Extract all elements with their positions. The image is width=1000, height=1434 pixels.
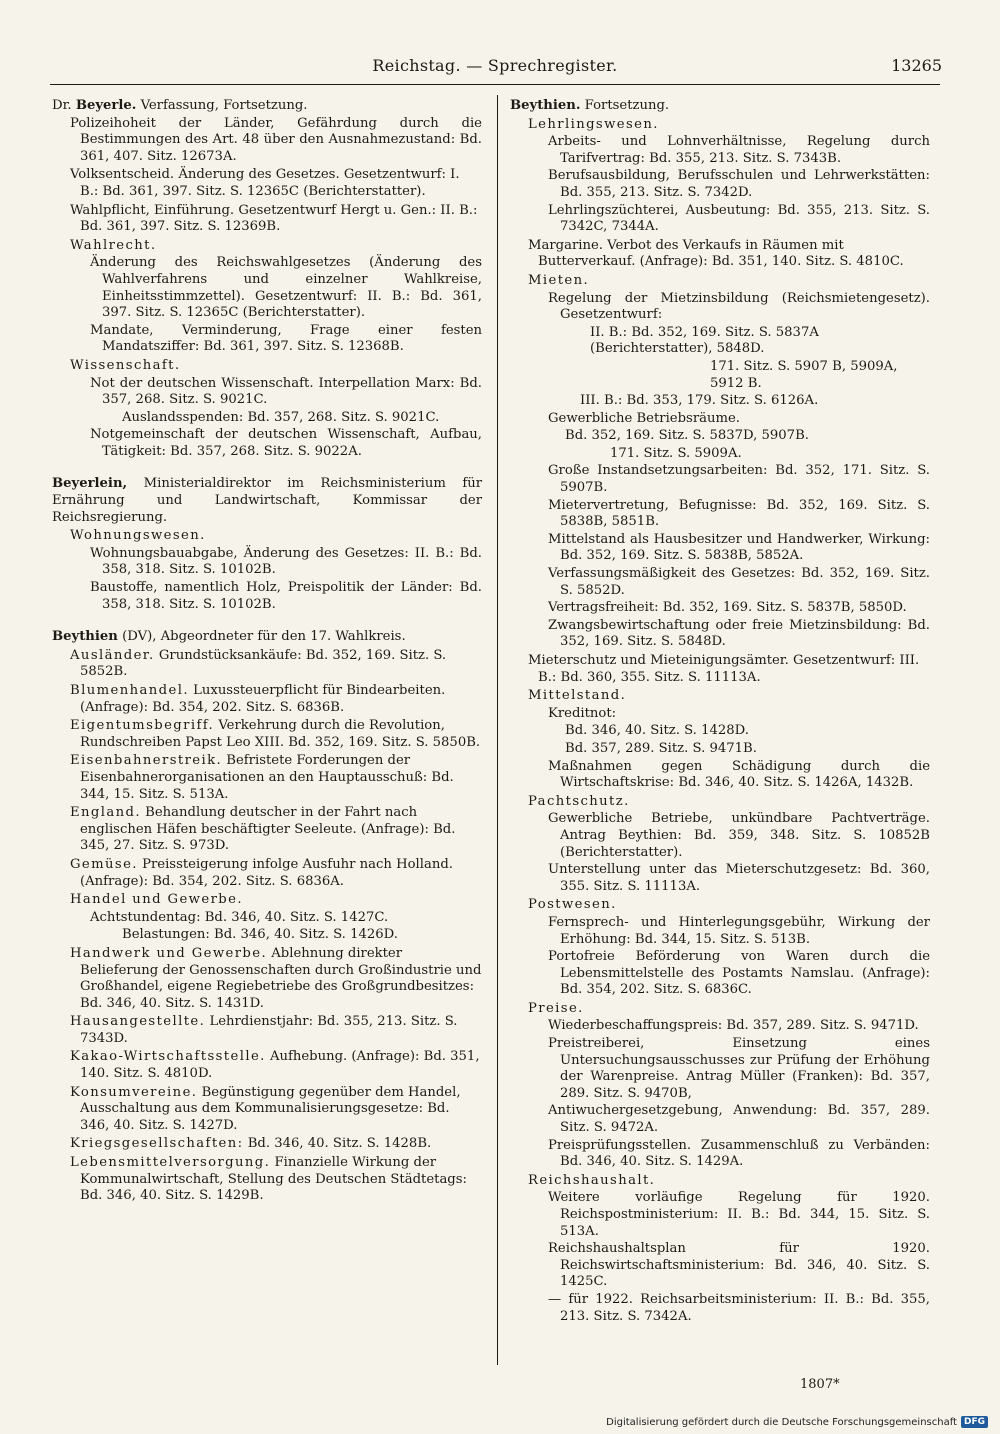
sub-entry: Preistreiberei, Einsetzung eines Untersuchungsausschusses zur Prüfung der Erhöhung der Warenpreise. Antrag Müller (Franken): Bd. 357, 289. Sitz. S. 9470B,: [548, 1036, 930, 1101]
topic-entry: Konsumvereine. Begünstigung gegenüber dem Handel, Ausschaltung aus dem Kommunalisierungsgesetze: Bd. 346, 40. Sitz. S. 1427D.: [70, 1084, 461, 1133]
entry-heading: [52, 476, 482, 526]
sub-entry: Achtstundentag: Bd. 346, 40. Sitz. S. 1427C.: [90, 909, 389, 925]
entry-heading: [52, 629, 482, 646]
sub-entry: Mittelstand als Hausbesitzer und Handwerker, Wirkung: Bd. 352, 169. Sitz. S. 5838B, 5852A.: [548, 531, 930, 564]
sub-entry: Arbeits- und Lohnverhältnisse, Regelung durch Tarifvertrag: Bd. 355, 213. Sitz. S. 7343B.: [548, 134, 930, 166]
entry-heading: [510, 98, 930, 115]
sub-entry: Baustoffe, namentlich Holz, Preispolitik der Länder: Bd. 358, 318. Sitz. S. 10102B.: [90, 580, 482, 612]
sub-entry: 171. Sitz. S. 5909A.: [610, 445, 742, 461]
person-name: Beythien.: [510, 98, 581, 113]
sub-entry: Polizeihoheit der Länder, Gefährdung durch die Bestimmungen des Art. 48 über den Ausnahmezustand: Bd. 361, 407. Sitz. 12673A.: [70, 115, 482, 164]
sub-entry: Bd. 357, 289. Sitz. S. 9471B.: [565, 740, 757, 756]
honorific: Dr.: [52, 98, 72, 113]
sub-entry: Mandate, Verminderung, Frage einer festen Mandatsziffer: Bd. 361, 397. Sitz. S. 12368B.: [90, 322, 482, 355]
header-title: Reichstag. — Sprechregister.: [372, 56, 618, 75]
sub-entry: Gewerbliche Betriebe, unkündbare Pachtverträge. Antrag Beythien: Bd. 359, 348. Sitz. S. 10852B (Berichterstatter).: [548, 811, 930, 860]
sub-entry: Portofreie Beförderung von Waren durch die Lebensmittelstelle des Postamts Namslau. (Anfrage): Bd. 354, 202. Sitz. S. 6836C.: [548, 949, 930, 998]
topic-entry: Volksentscheid. Änderung des Gesetzes. Gesetzentwurf: I. B.: Bd. 361, 397. Sitz. S. 12365C (Berichterstatter).: [70, 167, 460, 199]
dfg-logo-icon: DFG: [961, 1416, 988, 1428]
topic-heading: Wohnungswesen.: [70, 528, 206, 544]
topic-entry: Lebensmittelversorgung. Finanzielle Wirkung der Kommunalwirtschaft, Stellung des Deutschen Städtetags: Bd. 346, 40. Sitz. S. 1429B.: [70, 1155, 467, 1204]
sub-entry: Verfassungsmäßigkeit des Gesetzes: Bd. 352, 169. Sitz. S. 5852D.: [548, 566, 930, 598]
sub-entry: Antiwuchergesetzgebung, Anwendung: Bd. 357, 289. Sitz. S. 9472A.: [548, 1103, 930, 1136]
topic-heading: Postwesen.: [528, 897, 617, 913]
topic-heading: Lehrlingswesen.: [528, 116, 659, 132]
topic-heading: Mittelstand.: [528, 688, 627, 704]
topic-heading: Pachtschutz.: [528, 793, 630, 809]
person-name: Beythien: [52, 629, 118, 645]
left-column: [52, 98, 482, 1205]
credit-text: Digitalisierung gefördert durch die Deutsche Forschungsgemeinschaft: [606, 1416, 957, 1428]
topic-heading: Mieten.: [528, 272, 590, 288]
entry-heading-rest: Fortsetzung.: [584, 98, 670, 113]
entry-heading-rest: Verfassung, Fortsetzung.: [140, 98, 308, 113]
topic-entry: Ausländer. Grundstücksankäufe: Bd. 352, 169. Sitz. S. 5852B.: [70, 647, 447, 680]
sub-entry: Kreditnot:: [548, 705, 617, 721]
topic-heading: Reichshaushalt.: [528, 1172, 656, 1188]
sub-entry: Gewerbliche Betriebsräume.: [548, 410, 740, 426]
sub-entry: III. B.: Bd. 353, 179. Sitz. S. 6126A.: [580, 393, 819, 409]
sub-entry: Lehrlingszüchterei, Ausbeutung: Bd. 355, 213. Sitz. S. 7342C, 7344A.: [548, 202, 930, 235]
sub-entry: Not der deutschen Wissenschaft. Interpellation Marx: Bd. 357, 268. Sitz. S. 9021C.: [90, 375, 482, 408]
topic-entry: Kriegsgesellschaften: Bd. 346, 40. Sitz. S. 1428B.: [70, 1136, 432, 1152]
sub-entry: Berufsausbildung, Berufsschulen und Lehrwerkstätten: Bd. 355, 213. Sitz. S. 7342D.: [548, 168, 930, 200]
sub-entry: Reichshaushaltsplan für 1920. Reichswirtschaftsministerium: Bd. 346, 40. Sitz. S. 1425C.: [548, 1241, 930, 1290]
topic-entry: Hausangestellte. Lehrdienstjahr: Bd. 355, 213. Sitz. S. 7343D.: [70, 1014, 458, 1046]
sub-entry: Mietervertretung, Befugnisse: Bd. 352, 169. Sitz. S. 5838B, 5851B.: [548, 497, 930, 530]
person-name: Beyerle.: [75, 98, 137, 113]
sub-entry: Weitere vorläufige Regelung für 1920. Reichspostministerium: II. B.: Bd. 344, 15. Sitz. S. 513A.: [548, 1190, 930, 1239]
topic-heading: Preise.: [528, 1000, 584, 1016]
topic-heading: Handel und Gewerbe.: [70, 892, 243, 908]
sub-entry: 171. Sitz. S. 5907 B, 5909A, 5912 B.: [710, 358, 898, 391]
sub-entry: Regelung der Mietzinsbildung (Reichsmietengesetz). Gesetzentwurf:: [548, 290, 930, 323]
sub-entry: Wiederbeschaffungspreis: Bd. 357, 289. Sitz. S. 9471D.: [548, 1018, 919, 1034]
topic-entry: Blumenhandel. Luxussteuerpflicht für Bindearbeiten. (Anfrage): Bd. 354, 202. Sitz. S. 6836B.: [70, 683, 446, 715]
sub-entry: Auslandsspenden: Bd. 357, 268. Sitz. S. 9021C.: [122, 409, 440, 425]
sub-entry: Große Instandsetzungsarbeiten: Bd. 352, 171. Sitz. S. 5907B.: [548, 463, 930, 496]
topic-entry: Handwerk und Gewerbe. Ablehnung direkter Belieferung der Genossenschaften durch Großindustrie und Großhandel, eigene Regiebetriebe des Großgrundbesitzes: Bd. 346, 40. Sitz. S. 1431D.: [70, 945, 482, 1011]
topic-heading: Wissenschaft.: [70, 357, 181, 373]
header-rule: [50, 84, 940, 85]
right-column: [510, 98, 930, 1325]
page-number: 13265: [891, 56, 942, 75]
topic-entry: Gemüse. Preissteigerung infolge Ausfuhr nach Holland. (Anfrage): Bd. 354, 202. Sitz. S. 6836A.: [70, 856, 453, 889]
sub-entry: — für 1922. Reichsarbeitsministerium: II. B.: Bd. 355, 213. Sitz. S. 7342A.: [548, 1291, 930, 1324]
entry-heading-rest: (DV), Abgeordneter für den 17. Wahlkreis.: [122, 629, 406, 645]
sub-entry: Wohnungsbauabgabe, Änderung des Gesetzes: II. B.: Bd. 358, 318. Sitz. S. 10102B.: [90, 545, 482, 578]
topic-entry: Mieterschutz und Mieteinigungsämter. Gesetzentwurf: III. B.: Bd. 360, 355. Sitz. S. 11113A.: [528, 653, 920, 685]
sub-entry: Maßnahmen gegen Schädigung durch die Wirtschaftskrise: Bd. 346, 40. Sitz. S. 1426A, 1432B.: [548, 758, 930, 791]
column-divider: [497, 95, 498, 1365]
topic-entry: Kakao-Wirtschaftsstelle. Aufhebung. (Anfrage): Bd. 351, 140. Sitz. S. 4810D.: [70, 1049, 480, 1082]
person-name: Beyerlein,: [52, 476, 128, 492]
running-header: [30, 56, 960, 80]
topic-entry: Eisenbahnerstreik. Befristete Forderungen der Eisenbahnerorganisationen an den Hauptausschuß: Bd. 344, 15. Sitz. S. 513A.: [70, 753, 454, 802]
sub-entry: Preisprüfungsstellen. Zusammenschluß zu Verbänden: Bd. 346, 40. Sitz. S. 1429A.: [548, 1137, 930, 1170]
topic-heading: Wahlrecht.: [70, 237, 157, 253]
entry-heading-rest: Ministerialdirektor im Reichsministerium für Ernährung und Landwirtschaft, Kommissar der Reichsregierung.: [52, 476, 483, 525]
sub-entry: Zwangsbewirtschaftung oder freie Mietzinsbildung: Bd. 352, 169. Sitz. S. 5848D.: [548, 617, 930, 650]
entry-heading: [52, 98, 482, 115]
sub-entry: Unterstellung unter das Mieterschutzgesetz: Bd. 360, 355. Sitz. S. 11113A.: [548, 862, 930, 894]
digitization-credit: [606, 1416, 988, 1428]
sub-entry: Änderung des Reichswahlgesetzes (Änderung des Wahlverfahrens und einzelner Wahlkreise, Einheitsstimmzettel). Gesetzentwurf: II. B.: Bd. 361, 397. Sitz. S. 12365C (Berichterstatter).: [90, 255, 482, 321]
sheet-number: 1807*: [800, 1377, 840, 1392]
sub-entry: II. B.: Bd. 352, 169. Sitz. S. 5837A (Berichterstatter), 5848D.: [590, 324, 819, 357]
topic-entry: Margarine. Verbot des Verkaufs in Räumen mit Butterverkauf. (Anfrage): Bd. 351, 140. Sitz. S. 4810C.: [528, 237, 904, 270]
sub-entry: Bd. 352, 169. Sitz. S. 5837D, 5907B.: [565, 428, 809, 444]
topic-entry: England. Behandlung deutscher in der Fahrt nach englischen Häfen beschäftigter Seeleute. (Anfrage): Bd. 345, 27. Sitz. S. 973D.: [70, 805, 456, 854]
sub-entry: Notgemeinschaft der deutschen Wissenschaft, Aufbau, Tätigkeit: Bd. 357, 268. Sitz. S. 9022A.: [90, 427, 482, 459]
sub-entry: Vertragsfreiheit: Bd. 352, 169. Sitz. S. 5837B, 5850D.: [548, 600, 907, 616]
sub-entry: Bd. 346, 40. Sitz. S. 1428D.: [565, 723, 749, 739]
sub-entry: Fernsprech- und Hinterlegungsgebühr, Wirkung der Erhöhung: Bd. 344, 15. Sitz. S. 513B.: [548, 914, 930, 947]
sub-entry: Belastungen: Bd. 346, 40. Sitz. S. 1426D.: [122, 927, 398, 943]
topic-entry: Wahlpflicht, Einführung. Gesetzentwurf Hergt u. Gen.: II. B.: Bd. 361, 397. Sitz. S. 12369B.: [70, 202, 478, 235]
topic-entry: Eigentumsbegriff. Verkehrung durch die Revolution, Rundschreiben Papst Leo XIII. Bd. 352, 169. Sitz. S. 5850B.: [70, 718, 481, 750]
